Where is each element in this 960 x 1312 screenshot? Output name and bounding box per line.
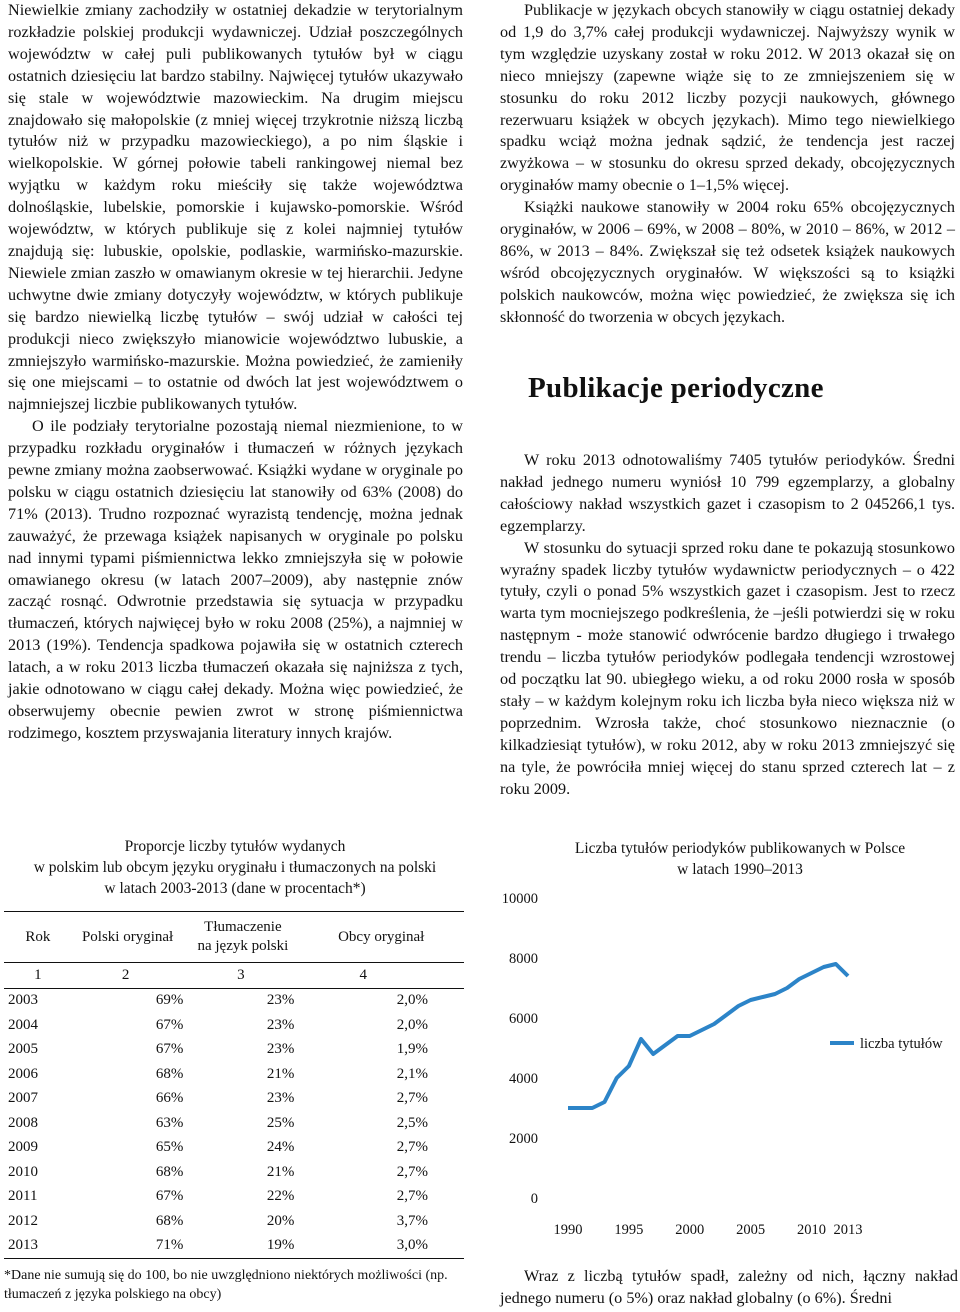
paragraph: W stosunku do sytuacji sprzed roku dane te pokazują stosunkowo wyraźny spadek liczby tytułów wydawnictw periodycznych – o 422 tytuły, czyli o ponad 5% wszystkich gazet i czasopism. Jest to rzecz warta tym mocniejszego podkreślenia, że –jeśli potwierdzi się w roku następnym - może stanowić odwrócenie bardzo długiego i trwałego trendu – liczba tytułów periodyków podlegała tendencji wzrostowej od początku lat 90. ubiegłego wieku, a od roku 2000 rosła w sposób stały – w każdym kolejnym roku ich liczba była nieco większa niż w poprzednim. Wzrosła także, choć stosunkowo nieznacznie (o kilkadziesiąt tytułów), w roku 2012, aby w roku 2013 zmniejszyć się na tyle, że powróciła mniej więcej do stanu sprzed czterech lat – z roku 2009. [500,538,955,798]
paragraph: O ile podziały terytorialne pozostają niemal niezmienione, to w przypadku rozkładu oryginałów i tłumaczeń w różnych językach pewne zmiany można zaobserwować. Książki wydane w oryginale po polsku w ciągu ostatnich dziesięciu lat stanowiły od 63% (2008) do 71% (2013). Trudno rozpoznać wyrazistą tendencję, można jednak zauważyć, że przewaga książek napisanych w oryginale po polsku nad innymi typami piśmiennictwa lekko zmniejszyła się w połowie omawianego okresu (w latach 2007–2009), aby następnie znów zacząć rosnąć. Odwrotnie przedstawia się sytuacja w przypadku tłumaczeń, których najwięcej było w roku 2008 (25%), a najmniej w 2013 (19%). Tendencja spadkowa pojawiła się w ostatnich czterech latach, a w roku 2013 liczba tłumaczeń okazała się najniższa z tych, jakie odnotowano w ciągu całej dekady. Można więc powiedzieć, że obserwujemy obecnie pewien zwrot w stronę piśmiennictwa rodzimego, kosztem przyswajania literatury innych krajów. [8,417,463,742]
table-cell: 71% [68,1234,188,1259]
table-row [4,1136,464,1161]
series-line [568,964,848,1108]
table-cell: 2013 [4,1234,68,1259]
table-cell: 2,7% [396,1139,428,1156]
header-tlumaczenie [187,912,298,963]
table-cell: 2009 [8,1139,38,1156]
paragraph: Książki naukowe stanowiły w 2004 roku 65% obcojęzycznych oryginałów, w 2006 – 69%, w 2008 – 80%, w 2010 – 86%, w 2012 – 86%, w 2013 – 84%. Zwiększał się też odsetek książek naukowych wśród obcojęzycznych oryginałów. W większości są to książki polskich naukowców, można więc powiedzieć, że zwiększa się ich skłonność do tworzenia w obcych językach. [500,198,955,326]
table-caption [0,836,470,899]
table-row [4,1160,464,1185]
table-cell: 22% [266,1188,295,1205]
chart-title-line-2: w latach 1990–2013 [677,861,803,878]
table-cell: 20% [266,1212,295,1229]
table-cell: 2,0% [396,1016,428,1033]
table-cell: 66% [155,1090,184,1107]
y-tick-label: 6000 [509,1011,538,1027]
table-cell: 25% [266,1114,295,1131]
table-cell: 1,9% [396,1041,428,1058]
table-cell: 2,1% [396,1065,428,1082]
table-row [4,1111,464,1136]
header-tlumaczenie-line-1: Tłumaczenie [204,919,282,935]
table-footnote: *Dane nie sumują się do 100, bo nie uwzględniono niektórych możliwości (np. tłumaczeń z języka polskiego na obcy) [4,1268,448,1302]
table-row [4,1185,464,1210]
table-cell: 67% [155,1016,184,1033]
table-cell: 68% [155,1065,184,1082]
column-number: 3 [187,963,298,989]
table-cell: 69% [155,992,184,1009]
chart-title [520,838,960,880]
column-number-row [4,963,464,989]
x-tick-label: 2010 [796,1222,826,1238]
table-cell: 2011 [8,1188,38,1205]
table-caption-line-3: w latach 2003-2013 (dane w procentach*) [104,880,366,897]
table-cell: 2,7% [396,1090,428,1107]
table-cell: 19% [187,1234,298,1259]
table-cell: 2007 [8,1090,38,1107]
right-text-column-bottom [500,450,955,801]
table-cell: 2005 [8,1041,38,1058]
y-tick-label: 2000 [509,1131,538,1147]
table-cell: 2006 [8,1065,38,1082]
table-cell: 23% [266,1041,295,1058]
y-tick-label: 0 [530,1191,538,1207]
column-number: 4 [298,963,464,989]
paragraph: Publikacje w językach obcych stanowiły w ciągu ostatniej dekady od 1,9 do 3,7% całej produkcji wydawniczej. Najwyższy wynik w tym względzie uzyskany został w roku 2012. W 2013 okazał się on nieco mniejszy (zapewne wiąże się to ze zmniejszeniem się w stosunku do roku 2012 liczby pozycji naukowych, głównego rezerwuaru książek w obcych językach). Mimo tego niewielkiego spadku wciąż można jednak sądzić, że tendencja jest raczej zwyżkowa – w stosunku do okresu sprzed dekady, obcojęzycznych oryginałów mamy obecnie o 1–1,5% więcej. [500,1,955,195]
left-text-column [8,0,463,745]
x-tick-label: 2005 [736,1222,766,1238]
table-row [4,1062,464,1087]
table-row [4,1087,464,1112]
header-tlumaczenie-line-2: na język polski [197,938,289,954]
table-cell: 23% [266,1016,295,1033]
table-row [4,1038,464,1063]
table-cell: 3,7% [396,1212,428,1229]
header-polski: Polski oryginał [68,912,188,963]
periodicals-line-chart [490,880,960,1250]
table-cell: 68% [155,1212,184,1229]
table-cell: 2,7% [396,1163,428,1180]
table-cell: 2003 [8,992,38,1009]
language-proportions-table [4,911,464,1259]
table-cell: 21% [266,1065,295,1082]
table-cell: 24% [266,1139,295,1156]
x-tick-label: 1995 [614,1222,644,1238]
section-title: Publikacje periodyczne [528,372,824,404]
paragraph: Wraz z liczbą tytułów spadł, zależny od nich, łączny nakład jednego numeru (o 5%) oraz nakład globalny (o 6%). Średni [500,1267,958,1307]
table-cell: 2012 [8,1212,38,1229]
table-cell: 2010 [8,1163,38,1180]
table-cell: 65% [155,1139,184,1156]
table-cell: 67% [155,1041,184,1058]
table-cell: 3,0% [298,1234,464,1259]
table-row [4,1234,464,1259]
paragraph: Niewielkie zmiany zachodziły w ostatniej dekadzie w terytorialnym rozkładzie polskiej produkcji wydawniczej. Udział poszczególnych województw w całej puli publikowanych tytułów był w ciągu ostatnich dziesięciu lat bardzo stabilny. Najwięcej tytułów ukazywało się stale w województwie mazowieckim. Na drugim miejscu znajdowało się małopolskie (z mniej więcej trzykrotnie niższą liczbą tytułów niż w przypadku mazowieckiego), a po nim śląskie i wielkopolskie. W górnej połowie tabeli rankingowej niemal bez wyjątku w każdym roku mieściły się także województwa dolnośląskie, lubelskie, pomorskie i kujawsko-pomorskie. Wśród województw, w których publikuje się z kolei najmniej tytułów znajdują się: lubuskie, opolskie, podlaskie, warmińsko-mazurskie. Niewiele zmian zaszło w omawianym okresie w tej hierarchii. Jedyne uchwytne dwie zmiany dotyczyły województw, w których publikuje się bardzo niewielką liczbę tytułów – swój udział w całości tej produkcji nieco zwiększyło mianowicie województwo lubuskie, a zmniejszyło warmińsko-mazurskie. Można powiedzieć, że zamieniły się one miejscami – to ostatnie od dwóch lat jest województwem o najmniejszej liczbie publikowanych tytułów. [8,1,463,414]
table-cell: 2008 [8,1114,38,1131]
table-row [4,988,464,1013]
x-tick-label: 2013 [833,1222,863,1238]
column-number: 1 [4,963,68,989]
table-cell: 21% [266,1163,295,1180]
x-tick-label: 2000 [675,1222,705,1238]
table-cell: 63% [155,1114,184,1131]
table-cell: 2004 [8,1016,38,1033]
table-cell: 2,7% [396,1188,428,1205]
right-text-column-top [500,0,955,329]
paragraph: W roku 2013 odnotowaliśmy 7405 tytułów periodyków. Średni nakład jednego numeru wyniósł 10 799 egzemplarzy, a globalny całościowy nakład wszystkich gazet i czasopism to 2 045266,1 tys. egzemplarzy. [500,451,955,535]
table-cell: 23% [266,992,295,1009]
table-row [4,1013,464,1038]
table-caption-line-1: Proporcje liczby tytułów wydanych [124,838,346,855]
table-cell: 67% [155,1188,184,1205]
table-cell: 2,5% [396,1114,428,1131]
table-caption-line-2: w polskim lub obcym języku oryginału i tłumaczonych na polski [33,859,437,876]
column-number: 2 [68,963,188,989]
legend-label: liczba tytułów [860,1036,943,1052]
table-cell: 2,0% [396,992,428,1009]
table-row [4,1209,464,1234]
table-cell: 23% [266,1090,295,1107]
chart-title-line-1: Liczba tytułów periodyków publikowanych w Polsce [574,840,906,857]
header-rok: Rok [4,912,68,963]
bottom-right-text [500,1266,958,1310]
table-cell: 68% [155,1163,184,1180]
y-tick-label: 8000 [509,951,538,967]
x-tick-label: 1990 [553,1222,583,1238]
header-obcy: Obcy oryginał [298,912,464,963]
y-tick-label: 4000 [509,1071,538,1087]
y-tick-label: 10000 [501,891,538,907]
